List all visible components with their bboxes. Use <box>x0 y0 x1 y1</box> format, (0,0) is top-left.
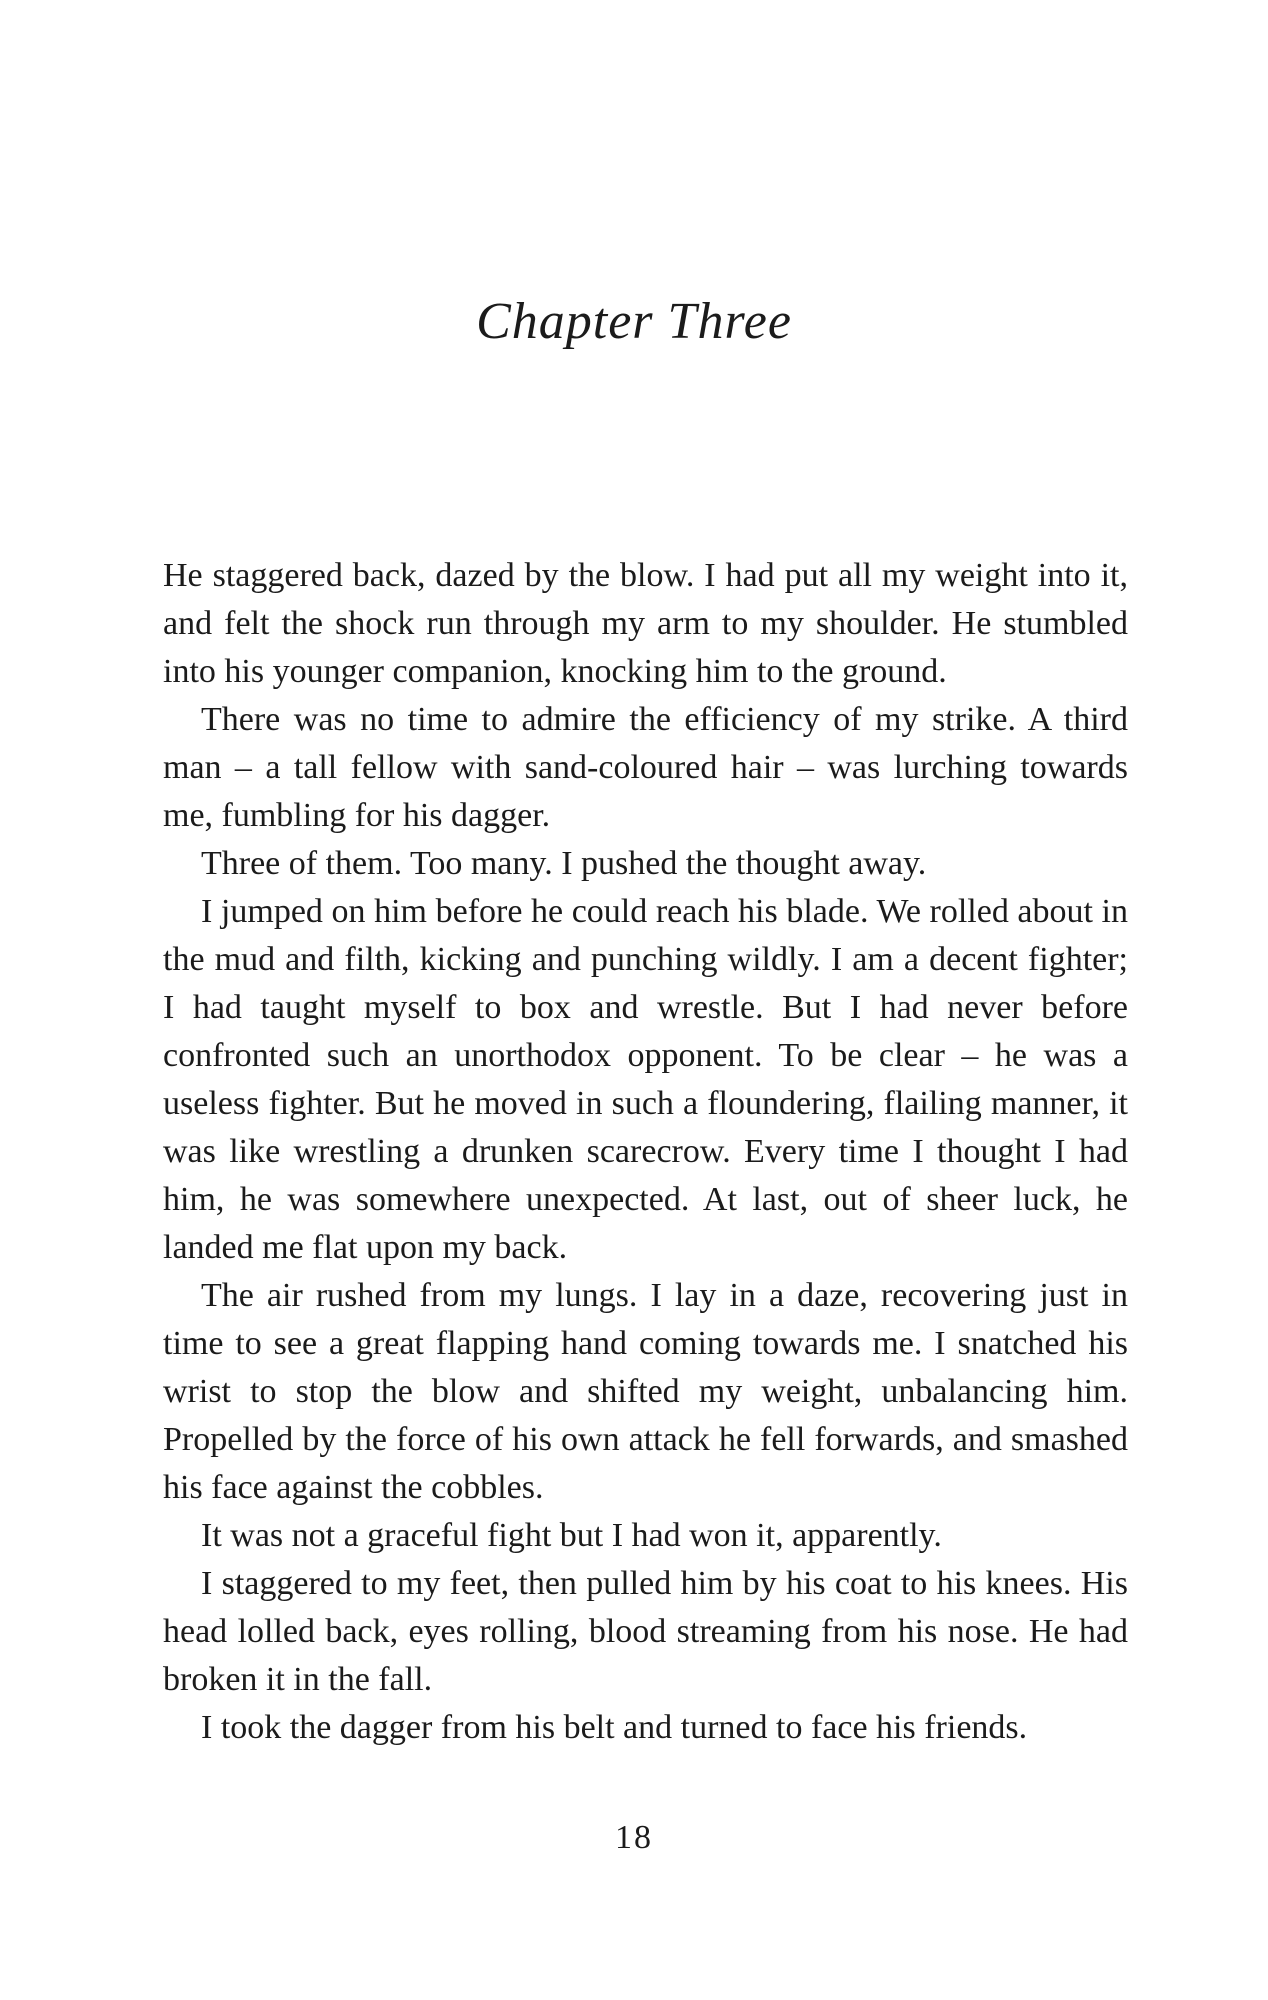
paragraph: He staggered back, dazed by the blow. I had put all my weight into it, and felt the shock run through my arm to my shoulder. He stumbled into his younger companion, knocking him to the ground. <box>163 557 1128 690</box>
page-number: 18 <box>615 1819 653 1856</box>
paragraph: There was no time to admire the efficiency of my strike. A third man – a tall fellow with sand-coloured hair – was lurching towards me, fumbling for his dagger. <box>163 701 1128 834</box>
paragraph: The air rushed from my lungs. I lay in a daze, recovering just in time to see a great flapping hand coming towards me. I snatched his wrist to stop the blow and shifted my weight, unbalancing him. Propelled by the force of his own attack he fell forwards, and smashed his face against the cobbles. <box>163 1277 1128 1506</box>
chapter-title: Chapter Three <box>476 293 792 350</box>
paragraph: I staggered to my feet, then pulled him by his coat to his knees. His head lolled back, eyes rolling, blood streaming from his nose. He had broken it in the fall. <box>163 1565 1128 1698</box>
paragraph: I jumped on him before he could reach his blade. We rolled about in the mud and filth, kicking and punching wildly. I am a decent fighter; I had taught myself to box and wrestle. But I had never before confronted such an unorthodox opponent. To be clear – he was a useless fighter. But he moved in such a floundering, flailing manner, it was like wrestling a drunken scarecrow. Every time I thought I had him, he was somewhere unexpected. At last, out of sheer luck, he landed me flat upon my back. <box>163 893 1128 1266</box>
paragraph: Three of them. Too many. I pushed the thought away. <box>201 845 927 882</box>
paragraph: It was not a graceful fight but I had won it, apparently. <box>201 1517 942 1554</box>
chapter-body <box>163 552 1128 1752</box>
paragraph: I took the dagger from his belt and turned to face his friends. <box>201 1709 1028 1746</box>
